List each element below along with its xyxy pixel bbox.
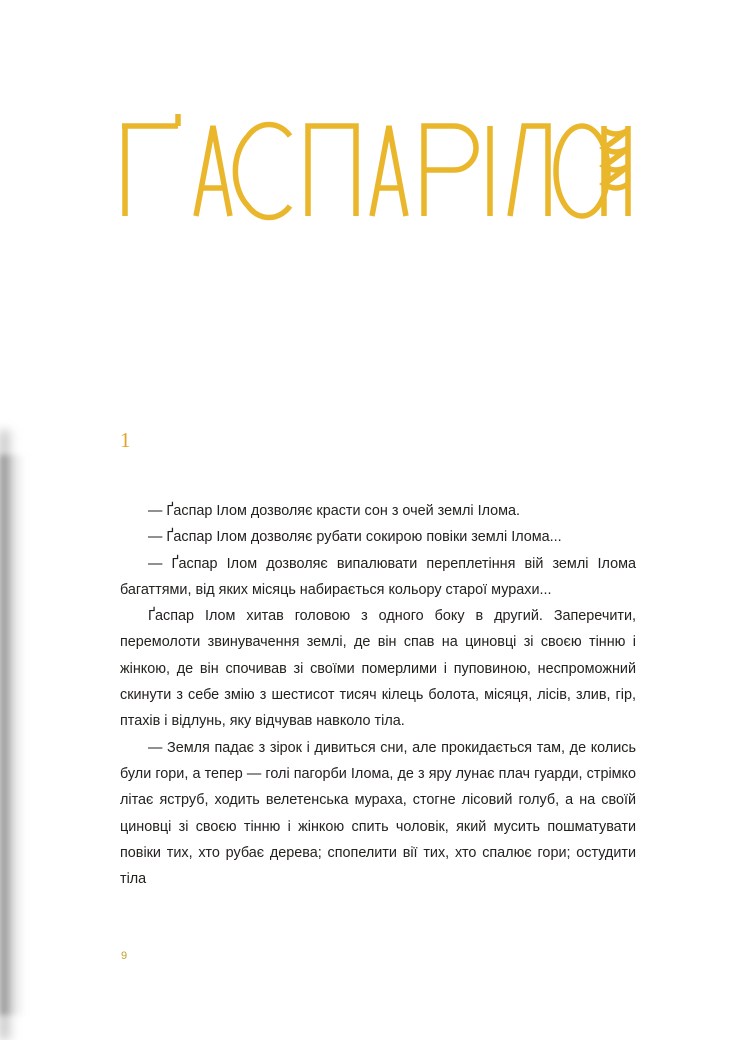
body-text	[120, 498, 636, 892]
page-edge-shadow	[0, 430, 14, 1040]
paragraph: — Ґаспар Ілом дозволяє рубати сокирою повіки землі Ілома...	[148, 529, 562, 546]
chapter-title	[112, 112, 632, 232]
page-edge-shadow-soft	[0, 455, 26, 1015]
paragraph: — Земля падає з зірок і дивиться сни, але прокидається там, де колись були гори, а тепер — голі пагорби Ілома, де з яру лунає плач гуарди, стрімко літає яструб, ходить велетенська мураха, стогне лісовий голуб, а на своїй циновці зі своєю тінню і жінкою спить чоловік, який мусить пошматувати повіки тих, хто рубає дерева; спопелити вії тих, хто спалює гори; остудити тіла	[120, 739, 636, 888]
section-number: 1	[120, 428, 131, 452]
paragraph: — Ґаспар Ілом дозволяє випалювати переплетіння вій землі Ілома багаттями, від яких місяць набирається кольору старої мурахи...	[120, 555, 636, 598]
paragraph: Ґаспар Ілом хитав головою з одного боку в другий. Заперечити, перемолоти звинувачення землі, де він спав на циновці зі своєю тінню і жінкою, де він спочивав зі своїми померлими і пуповиною, неспроможний скинути з себе змію з шестисот тисяч кілець болота, місяця, лісів, злив, гір, птахів і відлунь, яку відчував навколо тіла.	[120, 608, 636, 730]
paragraph: — Ґаспар Ілом дозволяє красти сон з очей землі Ілома.	[148, 503, 521, 519]
page-number: 9	[121, 950, 128, 962]
